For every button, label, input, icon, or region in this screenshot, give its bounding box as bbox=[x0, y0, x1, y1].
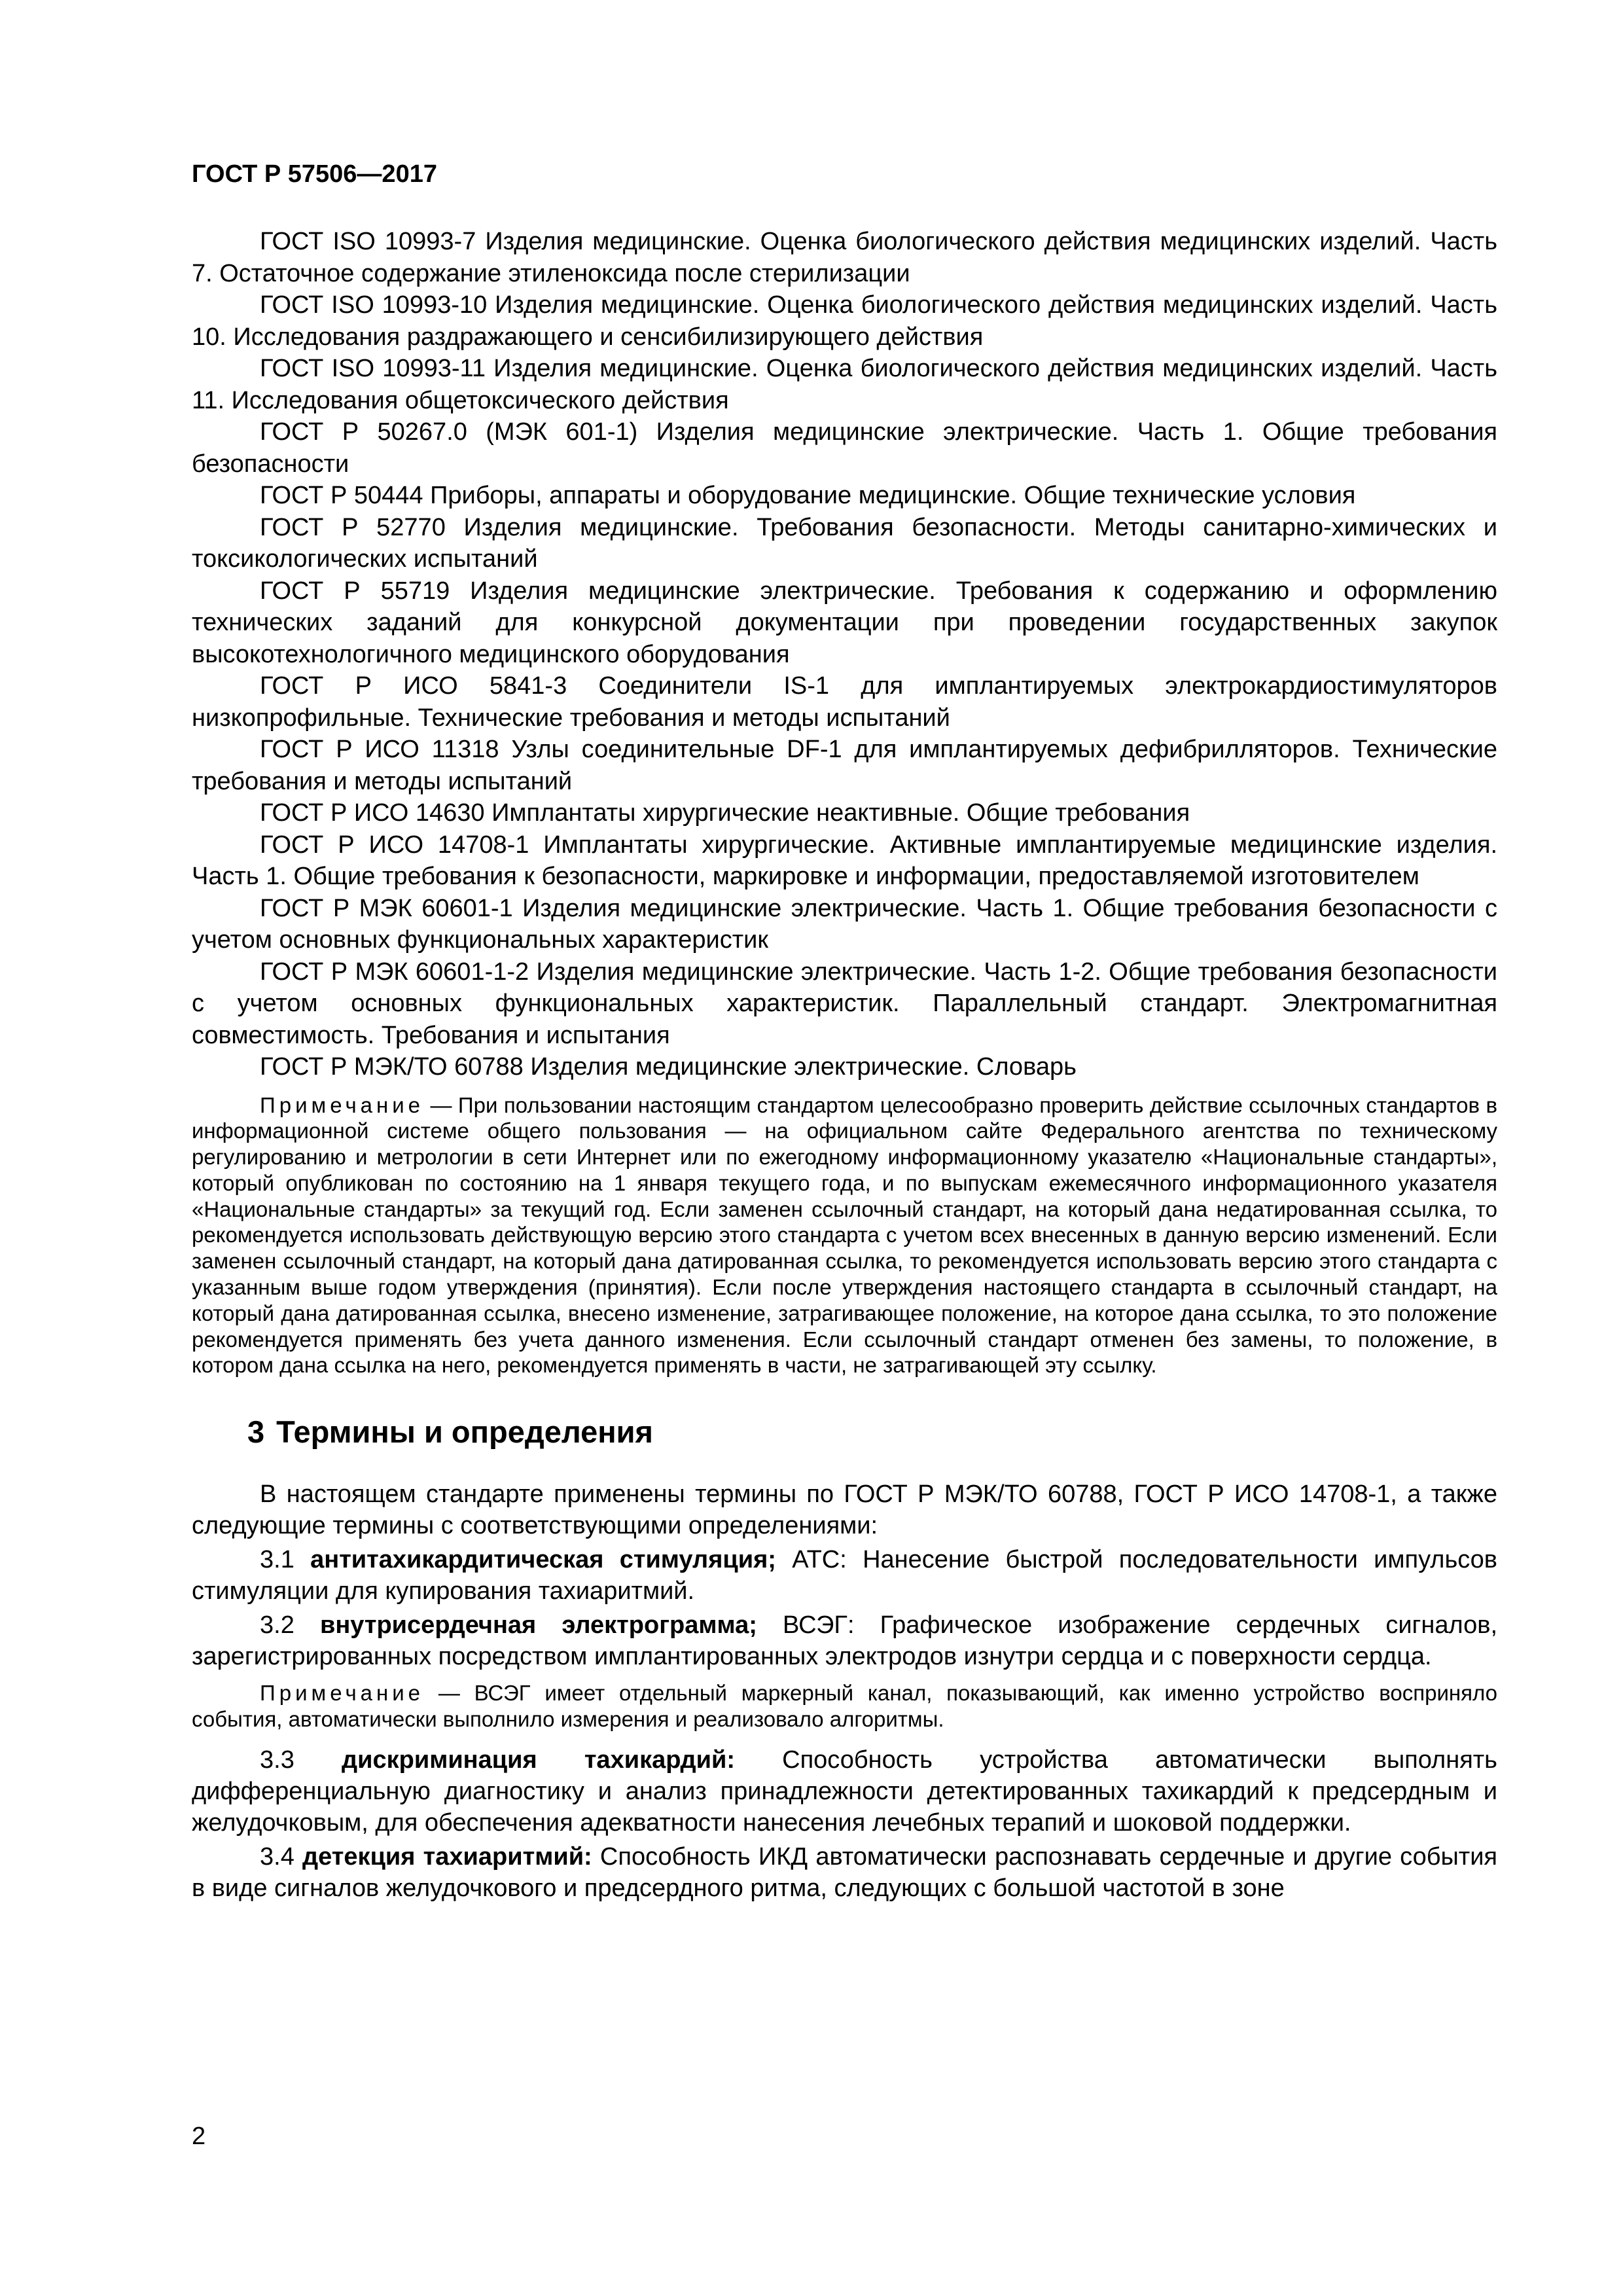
reference-item: ГОСТ Р 52770 Изделия медицинские. Требования безопасности. Методы санитарно-химических и токсикологических испытаний bbox=[192, 513, 1497, 573]
term-definition bbox=[192, 1841, 1497, 1904]
term-number: 3.4 bbox=[260, 1842, 294, 1871]
section-heading bbox=[247, 1414, 1497, 1450]
term-text: Способность устройства автоматически выполнять дифференциальную диагностику и анализ принадлежности детектированных тахикардий к предсердным и желудочковым, для обеспечения адекватности нанесения лечебных терапий и шоковой поддержки. bbox=[192, 1746, 1497, 1837]
section-number: 3 bbox=[247, 1414, 265, 1450]
term-name: детекция тахиаритмий: bbox=[302, 1842, 592, 1871]
term-definition bbox=[192, 1744, 1497, 1839]
section-intro: В настоящем стандарте применены термины по ГОСТ Р МЭК/ТО 60788, ГОСТ Р ИСО 14708-1, а также следующие термины с соответствующими определениями: bbox=[192, 1480, 1497, 1540]
reference-item: ГОСТ Р МЭК 60601-1 Изделия медицинские электрические. Часть 1. Общие требования безопасности с учетом основных функциональных характеристик bbox=[192, 894, 1497, 954]
note-label: Примечание bbox=[260, 1092, 425, 1117]
reference-item: ГОСТ Р ИСО 5841-3 Соединители IS-1 для имплантируемых электрокардиостимуляторов низкопрофильные. Технические требования и методы испытаний bbox=[192, 672, 1497, 732]
reference-item: ГОСТ Р ИСО 14630 Имплантаты хирургические неактивные. Общие требования bbox=[260, 799, 1190, 827]
term-note bbox=[192, 1680, 1497, 1732]
page-number: 2 bbox=[192, 2123, 206, 2150]
note-text: — ВСЭГ имеет отдельный маркерный канал, показывающий, как именно устройство восприняло события, автоматически выполнило измерения и реализовало алгоритмы. bbox=[192, 1681, 1497, 1732]
document-body bbox=[192, 226, 1497, 1904]
reference-item: ГОСТ Р ИСО 14708-1 Имплантаты хирургические. Активные имплантируемые медицинские изделия. Часть 1. Общие требования к безопасности, маркировке и информации, предоставляемой изготовителем bbox=[192, 831, 1497, 890]
reference-item: ГОСТ Р МЭК/ТО 60788 Изделия медицинские электрические. Словарь bbox=[260, 1053, 1077, 1081]
reference-item: ГОСТ Р 55719 Изделия медицинские электрические. Требования к содержанию и оформлению технических заданий для конкурсной документации при проведении государственных закупок высокотехнологичного медицинского оборудования bbox=[192, 577, 1497, 668]
term-text: АТС: Нанесение быстрой последовательности импульсов стимуляции для купирования тахиаритмий. bbox=[192, 1546, 1497, 1605]
term-definition bbox=[192, 1609, 1497, 1672]
reference-item: ГОСТ Р 50444 Приборы, аппараты и оборудование медицинские. Общие технические условия bbox=[260, 482, 1356, 509]
references-note bbox=[192, 1092, 1497, 1379]
term-number: 3.3 bbox=[260, 1746, 294, 1774]
term-name: дискриминация тахикардий: bbox=[342, 1746, 735, 1774]
reference-item: ГОСТ Р 50267.0 (МЭК 601-1) Изделия медицинские электрические. Часть 1. Общие требования безопасности bbox=[192, 418, 1497, 478]
term-number: 3.1 bbox=[260, 1546, 294, 1574]
term-name: внутрисердечная электрограмма; bbox=[319, 1611, 757, 1640]
reference-item: ГОСТ Р МЭК 60601-1-2 Изделия медицинские электрические. Часть 1-2. Общие требования безопасности с учетом основных функциональных характеристик. Параллельный стандарт. Электромагнитная совместимость. Требования и испытания bbox=[192, 958, 1497, 1049]
reference-item: ГОСТ ISO 10993-11 Изделия медицинские. Оценка биологического действия медицинских изделий. Часть 11. Исследования общетоксического действия bbox=[192, 355, 1497, 414]
document-header: ГОСТ Р 57506—2017 bbox=[192, 160, 437, 188]
reference-item: ГОСТ Р ИСО 11318 Узлы соединительные DF-1 для имплантируемых дефибрилляторов. Технические требования и методы испытаний bbox=[192, 736, 1497, 795]
term-name: антитахикардитическая стимуляция; bbox=[310, 1546, 776, 1574]
normative-references-list bbox=[192, 226, 1497, 1083]
section-title: Термины и определения bbox=[276, 1414, 653, 1450]
term-definition bbox=[192, 1544, 1497, 1607]
note-text: — При пользовании настоящим стандартом целесообразно проверить действие ссылочных стандартов в информационной системе общего пользования — на официальном сайте Федерального агентства по техническому регулированию и метрологии в сети Интернет или по ежегодному информационному указателю «Национальные стандарты», который опубликован по состоянию на 1 января текущего года, и по выпускам ежемесячного информационного указателя «Национальные стандарты» за текущий год. Если заменен ссылочный стандарт, на который дана недатированная ссылка, то рекомендуется использовать действующую версию этого стандарта с учетом всех внесенных в данную версию изменений. Если заменен ссылочный стандарт, на который дана датированная ссылка, то рекомендуется использовать версию этого стандарта с указанным выше годом утверждения (принятия). Если после утверждения настоящего стандарта в ссылочный стандарт, на который дана датированная ссылка, внесено изменение, затрагивающее положение, на которое дана ссылка, то это положение рекомендуется применять без учета данного изменения. Если ссылочный стандарт отменен без замены, то положение, в котором дана ссылка на него, рекомендуется применять в части, не затрагивающей эту ссылку. bbox=[192, 1092, 1497, 1378]
reference-item: ГОСТ ISO 10993-7 Изделия медицинские. Оценка биологического действия медицинских изделий. Часть 7. Остаточное содержание этиленоксида после стерилизации bbox=[192, 228, 1497, 287]
reference-item: ГОСТ ISO 10993-10 Изделия медицинские. Оценка биологического действия медицинских изделий. Часть 10. Исследования раздражающего и сенсибилизирующего действия bbox=[192, 291, 1497, 351]
term-number: 3.2 bbox=[260, 1611, 294, 1640]
note-label: Примечание bbox=[260, 1681, 425, 1706]
term-text: Способность ИКД автоматически распознавать сердечные и другие события в виде сигналов желудочкового и предсердного ритма, следующих с большой частотой в зоне bbox=[192, 1842, 1498, 1902]
term-text: ВСЭГ: Графическое изображение сердечных сигналов, зарегистрированных посредством имплантированных электродов изнутри сердца и с поверхности сердца. bbox=[192, 1611, 1498, 1671]
